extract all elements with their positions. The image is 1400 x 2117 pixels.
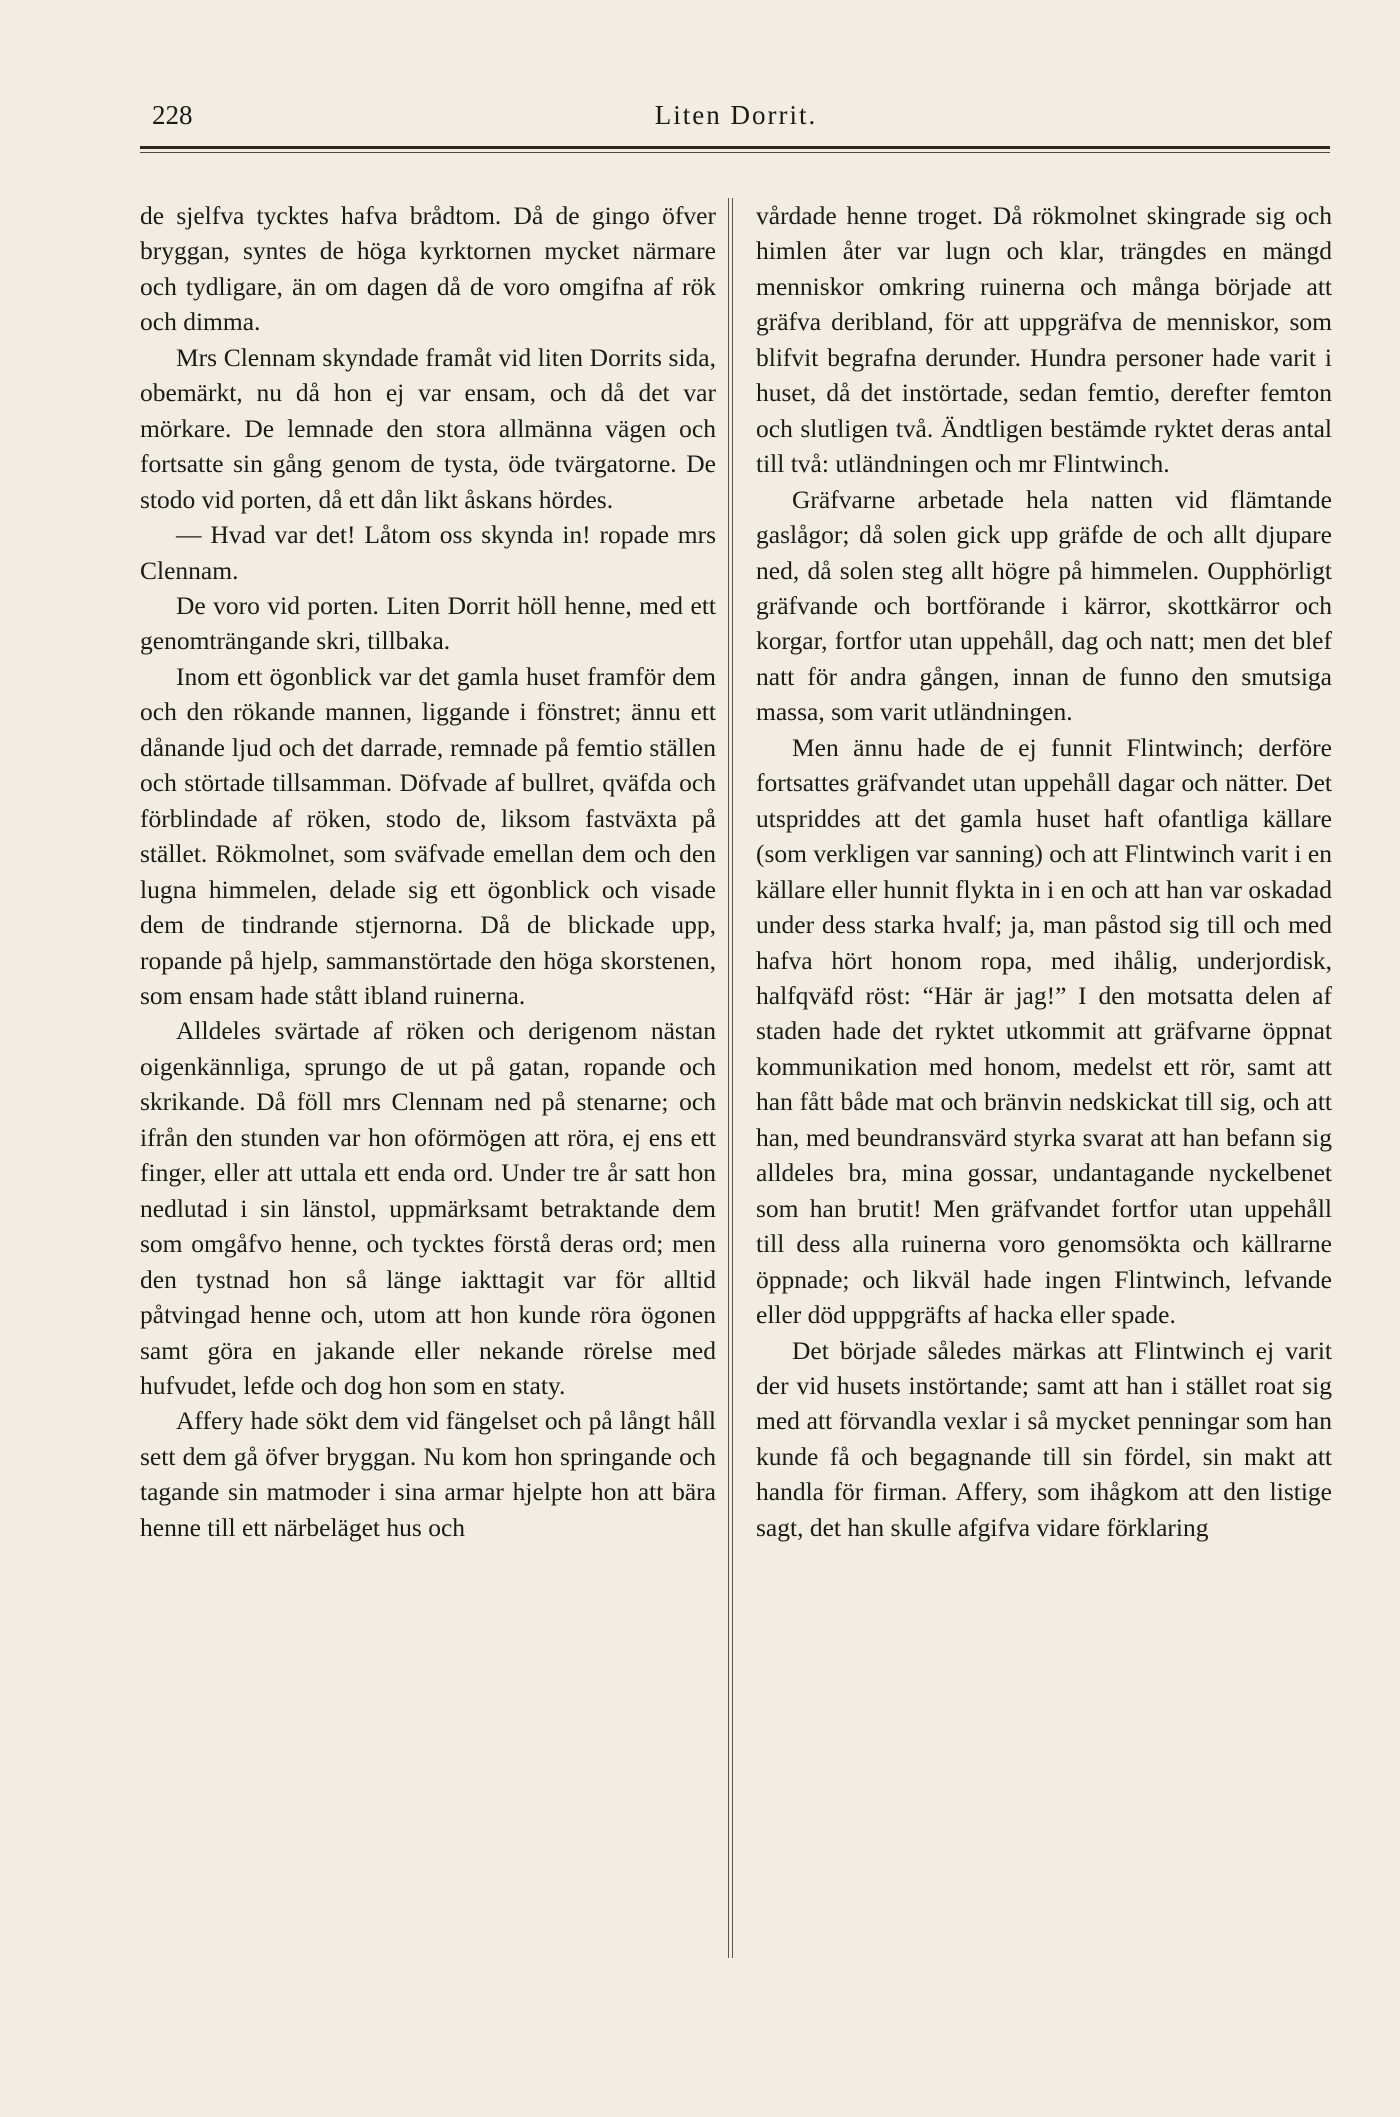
running-title: Liten Dorrit. [654, 100, 818, 130]
paragraph: — Hvad var det! Låtom oss skynda in! ropade mrs Clennam. [140, 520, 716, 585]
paragraph: De voro vid porten. Liten Dorrit höll henne, med ett genomträngande skri, tillbaka. [140, 590, 716, 656]
paragraph: Alldeles svärtade af röken och derigenom nästan oigenkännliga, sprungo de ut på gatan, ropande och skrikande. Då föll mrs Clennam ned på stenarne; och ifrån den stunden var hon oförmögen att röra, ej ens ett finger, eller att uttala ett enda ord. Under tre år satt hon nedlutad i sin länstol, uppmärksamt betraktande dem som omgåfvo henne, och tycktes förstå deras ord; men den tystnad hon så länge iakttagit var för alltid påtvingad henne och, utom att hon kunde röra ögonen samt göra en jakande eller nekande rörelse med hufvudet, lefde och dog hon som en staty. [140, 1016, 716, 1400]
page-number: 228 [152, 100, 193, 130]
paragraph: Det började således märkas att Flintwinch ej varit der vid husets instörtande; samt att han i stället roat sig med att förvandla vexlar i så mycket penningar som han kunde få och begagnande till sin fördel, sin makt att handla för firman. Affery, som ihågkom att den listige sagt, det han skulle afgifva vidare förklaring [756, 1335, 1332, 1542]
paragraph: vårdade henne troget. Då rökmolnet skingrade sig och himlen åter var lugn och klar, trängdes en mängd menniskor omkring ruinerna och många började att gräfva deribland, för att uppgräfva de menniskor, som blifvit begrafna derunder. Hundra personer hade varit i huset, då det instörtade, sedan femtio, derefter femton och slutligen två. Ändtligen bestämde ryktet deras antal till två: utländningen och mr Flintwinch. [756, 201, 1332, 479]
header-rule [140, 146, 1330, 149]
paragraph: Inom ett ögonblick var det gamla huset framför dem och den rökande mannen, liggande i fönstret; ännu ett dånande ljud och det darrade, remnade på femtio ställen och störtade tillsamman. Döfvade af bullret, qväfda och förblindade af röken, stodo de, liksom fastväxta på stället. Rökmolnet, som sväfvade emellan dem och den lugna himmelen, delade sig ett ögonblick och visade dem de tindrande stjernorna. Då de blickade upp, ropande på hjelp, sammanstörtade den höga skorstenen, som ensam hade stått ibland ruinerna. [140, 661, 716, 1010]
header-rule-thin [140, 152, 1330, 153]
right-column [756, 198, 1332, 1545]
paragraph: de sjelfva tycktes hafva brådtom. Då de gingo öfver bryggan, syntes de höga kyrktornen mycket närmare och tydligare, än om dagen då de voro omgifna af rök och dimma. [140, 201, 716, 337]
left-column [140, 198, 716, 1545]
column-divider [732, 198, 733, 1958]
paragraph: Men ännu hade de ej funnit Flintwinch; derföre fortsattes gräfvandet utan uppehåll dagar och nätter. Det utspriddes att det gamla huset haft ofantliga källare (som verkligen var sanning) och att Flintwinch varit i en källare eller hunnit flykta in i en och att han var oskadad under dess starka hvalf; ja, man påstod sig till och med hafva hört honom ropa, med ihålig, underjordisk, halfqväfd röst: “Här är jag!” I den motsatta delen af staden hade det ryktet utkommit att gräfvarne öppnat kommunikation med honom, medelst ett rör, samt att han fått både mat och bränvin nedskickat till sig, och att han, med beundransvärd styrka svarat att han befann sig alldeles bra, mina gossar, undantagande nyckelbenet som han brutit! Men gräfvandet fortfor utan uppehåll till dess alla ruinerna voro genomsökta och källrarne öppnade; och likväl hade ingen Flintwinch, lefvande eller död upppgräfts af hacka eller spade. [756, 732, 1332, 1330]
paragraph: Mrs Clennam skyndade framåt vid liten Dorrits sida, obemärkt, nu då hon ej var ensam, och då det var mörkare. De lemnade den stora allmänna vägen och fortsatte sin gång genom de tysta, öde tvärgatorne. De stodo vid porten, då ett dån likt åskans hördes. [140, 342, 716, 514]
page-header [140, 100, 1332, 144]
paragraph: Gräfvarne arbetade hela natten vid flämtande gaslågor; då solen gick upp gräfde de och allt djupare ned, då solen steg allt högre på himmelen. Oupphörligt gräfvande och bortförande i kärror, skottkärror och korgar, fortfor utan uppehåll, dag och natt; men det blef natt för andra gången, innan de funno den smutsiga massa, som varit utländningen. [756, 484, 1332, 727]
column-divider [728, 198, 729, 1958]
paragraph: Affery hade sökt dem vid fängelset och på långt håll sett dem gå öfver bryggan. Nu kom hon springande och tagande sin matmoder i sina armar hjelpte hon att bära henne till ett närbeläget hus och [140, 1406, 716, 1542]
